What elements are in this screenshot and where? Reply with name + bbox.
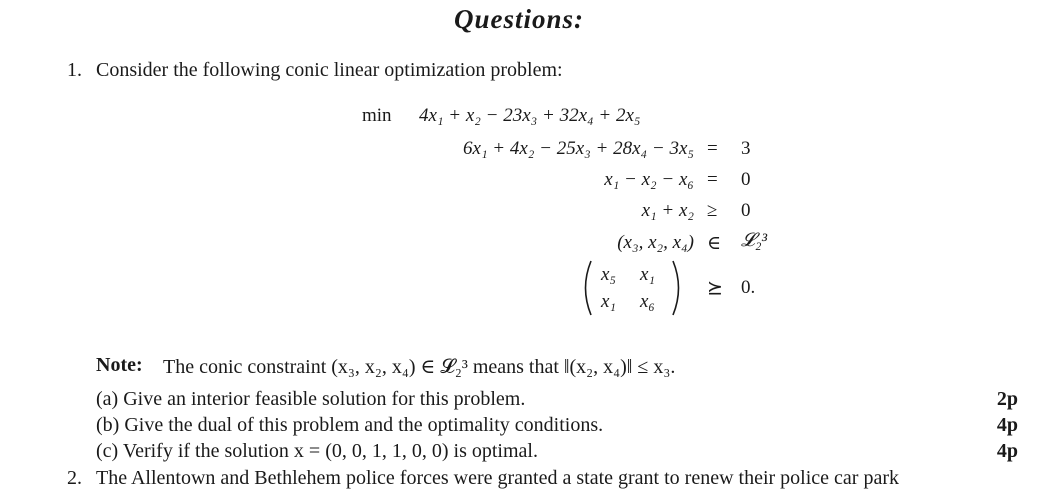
part-b-points: 4p — [996, 414, 1018, 436]
objective-expression: 4x₁ + x₂ − 23x₃ + 32x₄ + 2x₅ — [419, 105, 641, 126]
part-c-text: (c) Verify if the solution x = (0, 0, 1, 1, 0, 0) is optimal. — [96, 440, 538, 462]
note-text: The conic constraint (x₃, x₂, x₄) ∈ 𝓛₂³ means that ‖(x₂, x₄)‖ ≤ x₃. — [163, 356, 676, 378]
question-number: 1. — [67, 59, 82, 81]
part-a-points: 2p — [996, 388, 1018, 410]
note-label: Note: — [96, 354, 143, 376]
constraint-3-rel: ≥ — [707, 200, 718, 221]
constraint-2-lhs: x₁ − x₂ − x₆ — [604, 169, 694, 190]
constraint-1-rel: = — [707, 138, 718, 159]
question-2-number: 2. — [67, 467, 82, 489]
constraint-3-rhs: 0 — [741, 200, 751, 221]
page-title: Questions: — [453, 4, 585, 34]
matrix-rhs: 0. — [741, 277, 756, 298]
question-2-text-cutoff: The Allentown and Bethlehem police forces were granted a state grant to renew their police car park — [96, 467, 899, 489]
part-c-points: 4p — [996, 440, 1018, 462]
matrix-left-paren — [577, 259, 597, 317]
constraint-2-rhs: 0 — [741, 169, 751, 190]
matrix-rel: ⪰ — [707, 278, 723, 299]
constraint-2-rel: = — [707, 169, 718, 190]
constraint-1-rhs: 3 — [741, 138, 751, 159]
constraint-4-rel: ∈ — [707, 233, 722, 254]
constraint-3-lhs: x₁ + x₂ — [641, 200, 694, 221]
part-a-text: (a) Give an interior feasible solution for this problem. — [96, 388, 526, 410]
question-intro: Consider the following conic linear optimization problem: — [96, 59, 563, 81]
matrix-right-paren — [667, 259, 687, 317]
constraint-4-lhs: (x₃, x₂, x₄) — [617, 232, 694, 253]
constraint-1-lhs: 6x₁ + 4x₂ − 25x₃ + 28x₄ − 3x₅ — [463, 138, 694, 159]
objective-label: min — [362, 105, 392, 126]
matrix-entry-21: x₁ — [601, 291, 617, 312]
matrix-entry-22: x₆ — [640, 291, 656, 312]
part-b-text: (b) Give the dual of this problem and the optimality conditions. — [96, 414, 604, 436]
matrix-entry-12: x₁ — [640, 264, 656, 285]
matrix-entry-11: x₅ — [601, 264, 617, 285]
constraint-4-rhs: 𝓛₂³ — [741, 230, 768, 251]
